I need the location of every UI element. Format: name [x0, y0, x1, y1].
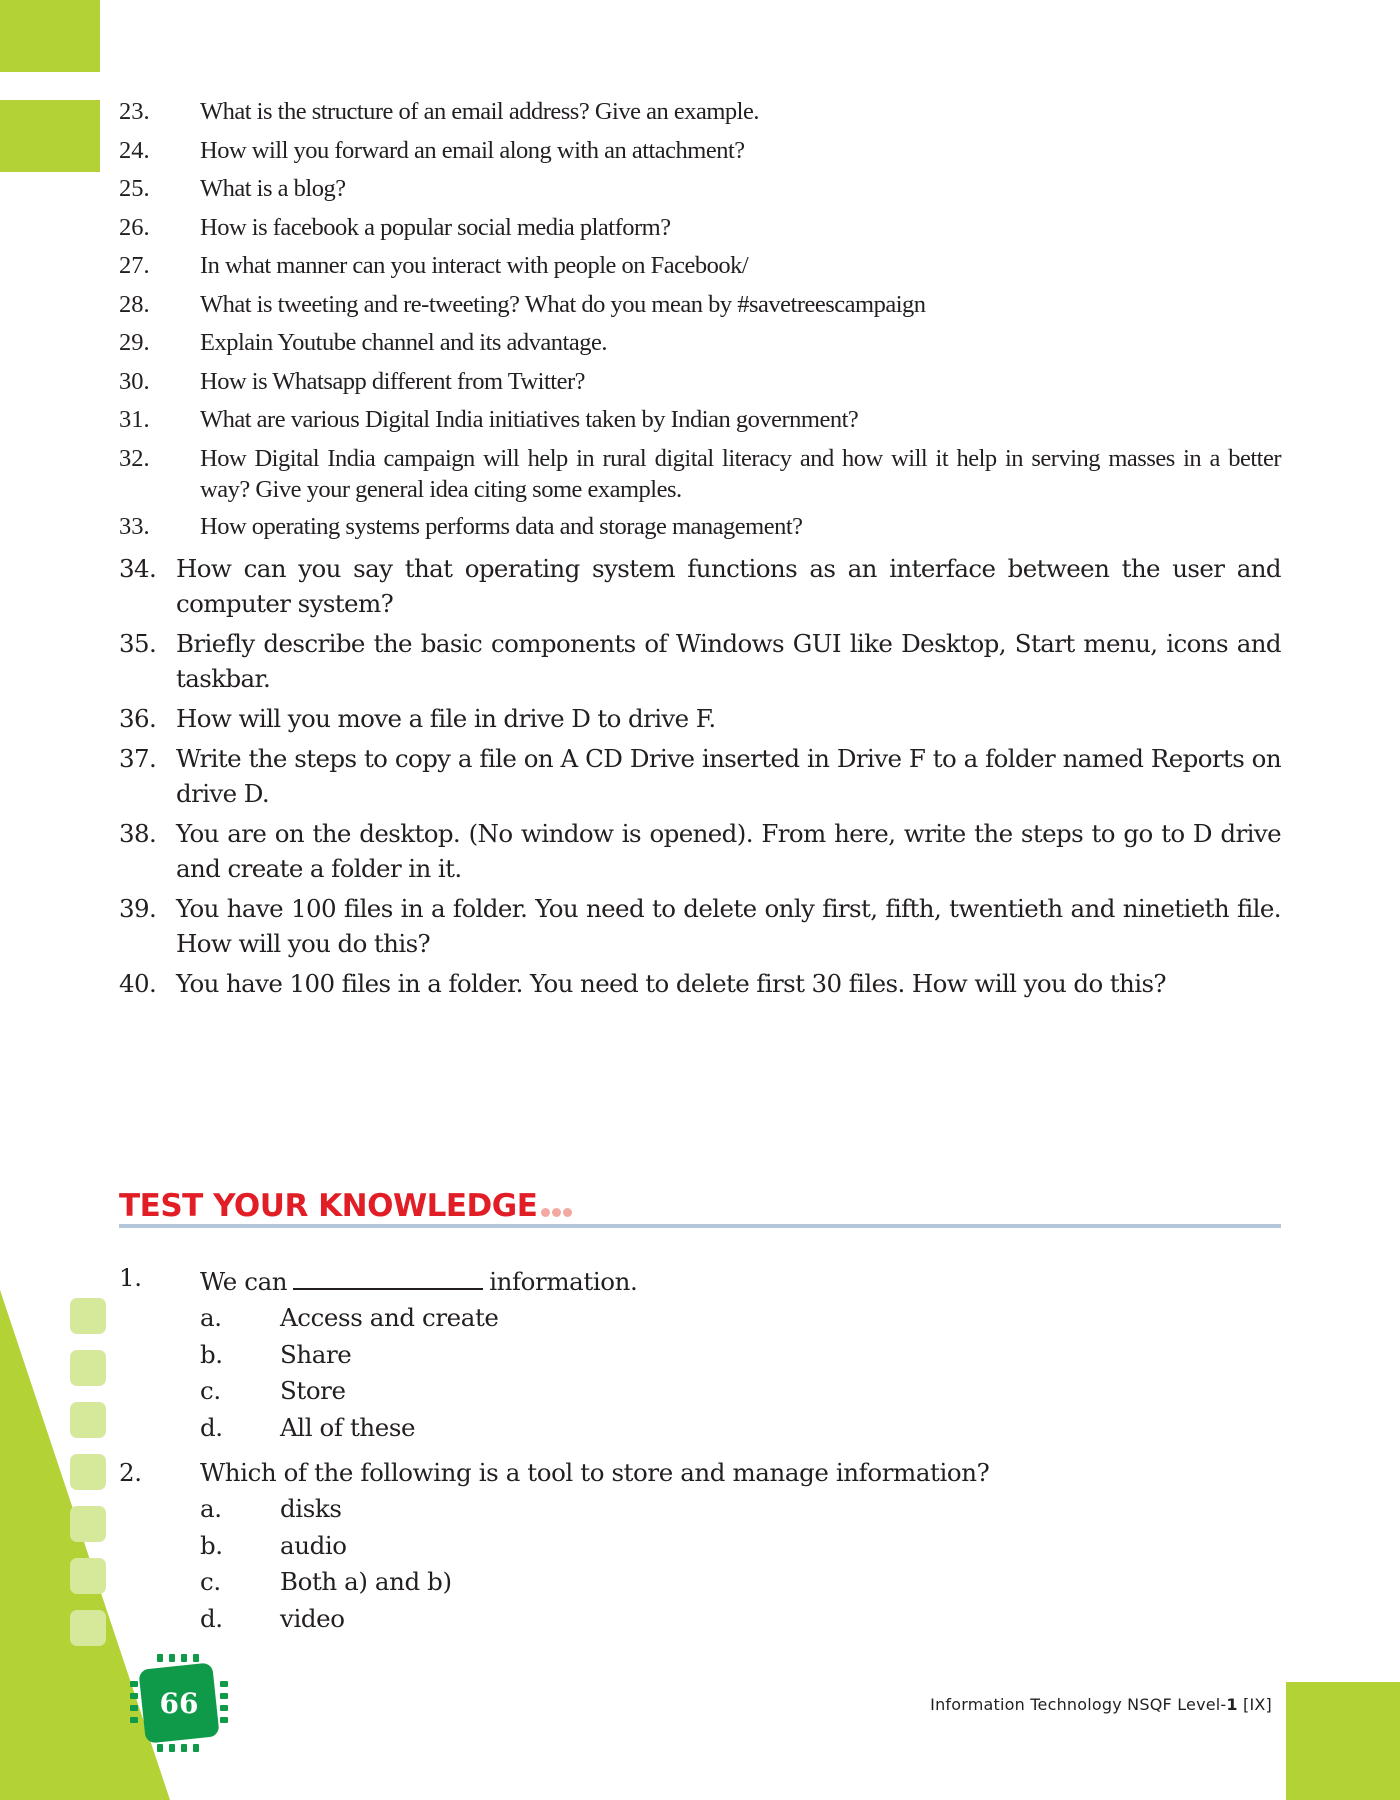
section-heading	[119, 1188, 1281, 1228]
question-text: We can information.	[200, 1260, 637, 1300]
list-item: 37. Write the steps to copy a file on A CD Drive inserted in Drive F to a folder named Reports on drive D.	[119, 744, 1281, 808]
list-item: 28. What is tweeting and re-tweeting? What do you mean by #savetreescampaign	[119, 290, 926, 318]
fill-in-blank	[293, 1260, 483, 1290]
option-b: b. audio	[200, 1530, 347, 1560]
page-number: 66	[159, 1687, 199, 1720]
option-c: c. Store	[200, 1376, 346, 1406]
question-row: 2. Which of the following is a tool to store and manage information?	[119, 1455, 1219, 1491]
top-corner-block	[0, 0, 100, 72]
list-item: 38. You are on the desktop. (No window is opened). From here, write the steps to go to D drive and create a folder in it.	[119, 819, 1281, 883]
list-item: 23. What is the structure of an email address? Give an example.	[119, 98, 759, 125]
option-c: c. Both a) and b)	[200, 1567, 452, 1597]
running-footer: Information Technology NSQF Level-1 [IX]	[930, 1695, 1272, 1714]
heading-divider	[119, 1224, 1281, 1228]
option-a: a. Access and create	[200, 1303, 499, 1332]
side-tab-block	[0, 100, 100, 172]
list-item: 32. How Digital India campaign will help in rural digital literacy and how will it help in serving masses in a better way? Give your general idea citing some examples.	[119, 444, 1281, 503]
section-heading-text: TEST YOUR KNOWLEDGE	[119, 1188, 538, 1224]
option-d: d. video	[200, 1604, 345, 1634]
mcq-question-1	[119, 1260, 1219, 1447]
list-item: 33. How operating systems performs data and storage management?	[119, 513, 803, 540]
list-item: 35. Briefly describe the basic components of Windows GUI like Desktop, Start menu, icons and taskbar.	[119, 629, 1281, 693]
question-list	[119, 96, 1281, 1006]
bottom-right-block	[1286, 1682, 1400, 1800]
ellipsis-dots-icon	[541, 1202, 574, 1221]
question-row: 1. We can information.	[119, 1260, 1219, 1300]
decor-squares	[70, 1298, 106, 1646]
list-item: 39. You have 100 files in a folder. You need to delete only first, fifth, twentieth and ninetieth file. How will you do this?	[119, 894, 1281, 958]
list-item: 34. How can you say that operating system functions as an interface between the user and computer system?	[119, 554, 1281, 618]
page-number-badge	[124, 1648, 234, 1758]
option-b: b. Share	[200, 1339, 352, 1369]
list-item: 29. Explain Youtube channel and its advantage.	[119, 329, 607, 356]
option-d: d. All of these	[200, 1413, 416, 1443]
list-item: 40. You have 100 files in a folder. You need to delete first 30 files. How will you do this?	[119, 969, 1166, 998]
question-text: Which of the following is a tool to store and manage information?	[200, 1458, 990, 1487]
list-item: 30. How is Whatsapp different from Twitter?	[119, 367, 585, 395]
list-item: 36. How will you move a file in drive D to drive F.	[119, 704, 716, 733]
mcq-question-2	[119, 1455, 1219, 1638]
list-item: 24. How will you forward an email along with an attachment?	[119, 136, 745, 164]
option-a: a. disks	[200, 1494, 342, 1523]
list-item: 26. How is facebook a popular social media platform?	[119, 213, 671, 241]
list-item: 31. What are various Digital India initiatives taken by Indian government?	[119, 406, 859, 433]
list-item: 27. In what manner can you interact with people on Facebook/	[119, 252, 749, 279]
list-item: 25. What is a blog?	[119, 175, 346, 202]
